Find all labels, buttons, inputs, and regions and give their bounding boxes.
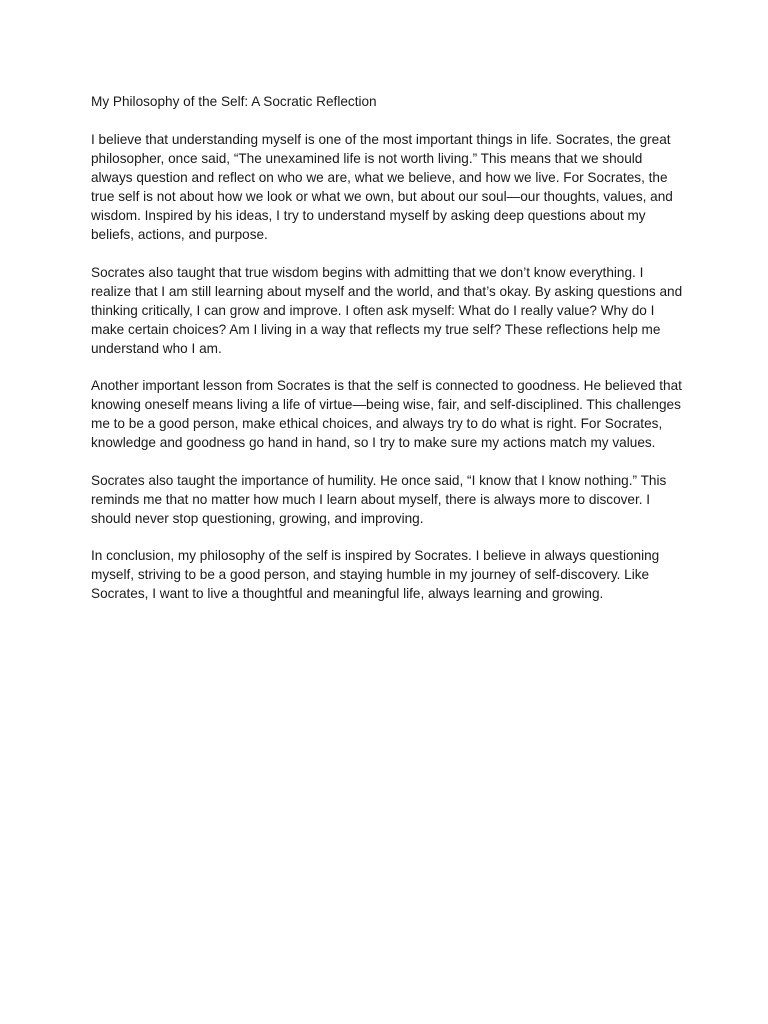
- paragraph-humility: Socrates also taught the importance of humility. He once said, “I know that I know nothing.” This reminds me that no matter how much I learn about myself, there is always more to discover. I should never stop questioning, growing, and improving.: [91, 472, 667, 526]
- paragraph-wisdom: Socrates also taught that true wisdom begins with admitting that we don’t know everything. I realize that I am still learning about myself and the world, and that’s okay. By asking questions and thinking critically, I can grow and improve. I often ask myself: What do I really value? Why do I make certain choices? Am I living in a way that reflects my true self? These reflections help me understand who I am.: [91, 264, 683, 356]
- paragraph-goodness: Another important lesson from Socrates is that the self is connected to goodness. He believed that knowing oneself means living a life of virtue—being wise, fair, and self-disciplined. This challenges me to be a good person, make ethical choices, and always try to do what is right. For Socrates, knowledge and goodness go hand in hand, so I try to make sure my actions match my values.: [91, 378, 682, 450]
- paragraph-conclusion: In conclusion, my philosophy of the self is inspired by Socrates. I believe in always questioning myself, striving to be a good person, and staying humble in my journey of self-discovery. Like Socrates, I want to live a thoughtful and meaningful life, always learning and growing.: [91, 548, 660, 601]
- document-body: [91, 92, 687, 622]
- document-title: My Philosophy of the Self: A Socratic Reflection: [91, 94, 377, 109]
- paragraph-introduction: I believe that understanding myself is one of the most important things in life. Socrates, the great philosopher, once said, “The unexamined life is not worth living.” This means that we should always question and reflect on who we are, what we believe, and how we live. For Socrates, the true self is not about how we look or what we own, but about our soul—our thoughts, values, and wisdom. Inspired by his ideas, I try to understand myself by asking deep questions about my beliefs, actions, and purpose.: [91, 132, 673, 242]
